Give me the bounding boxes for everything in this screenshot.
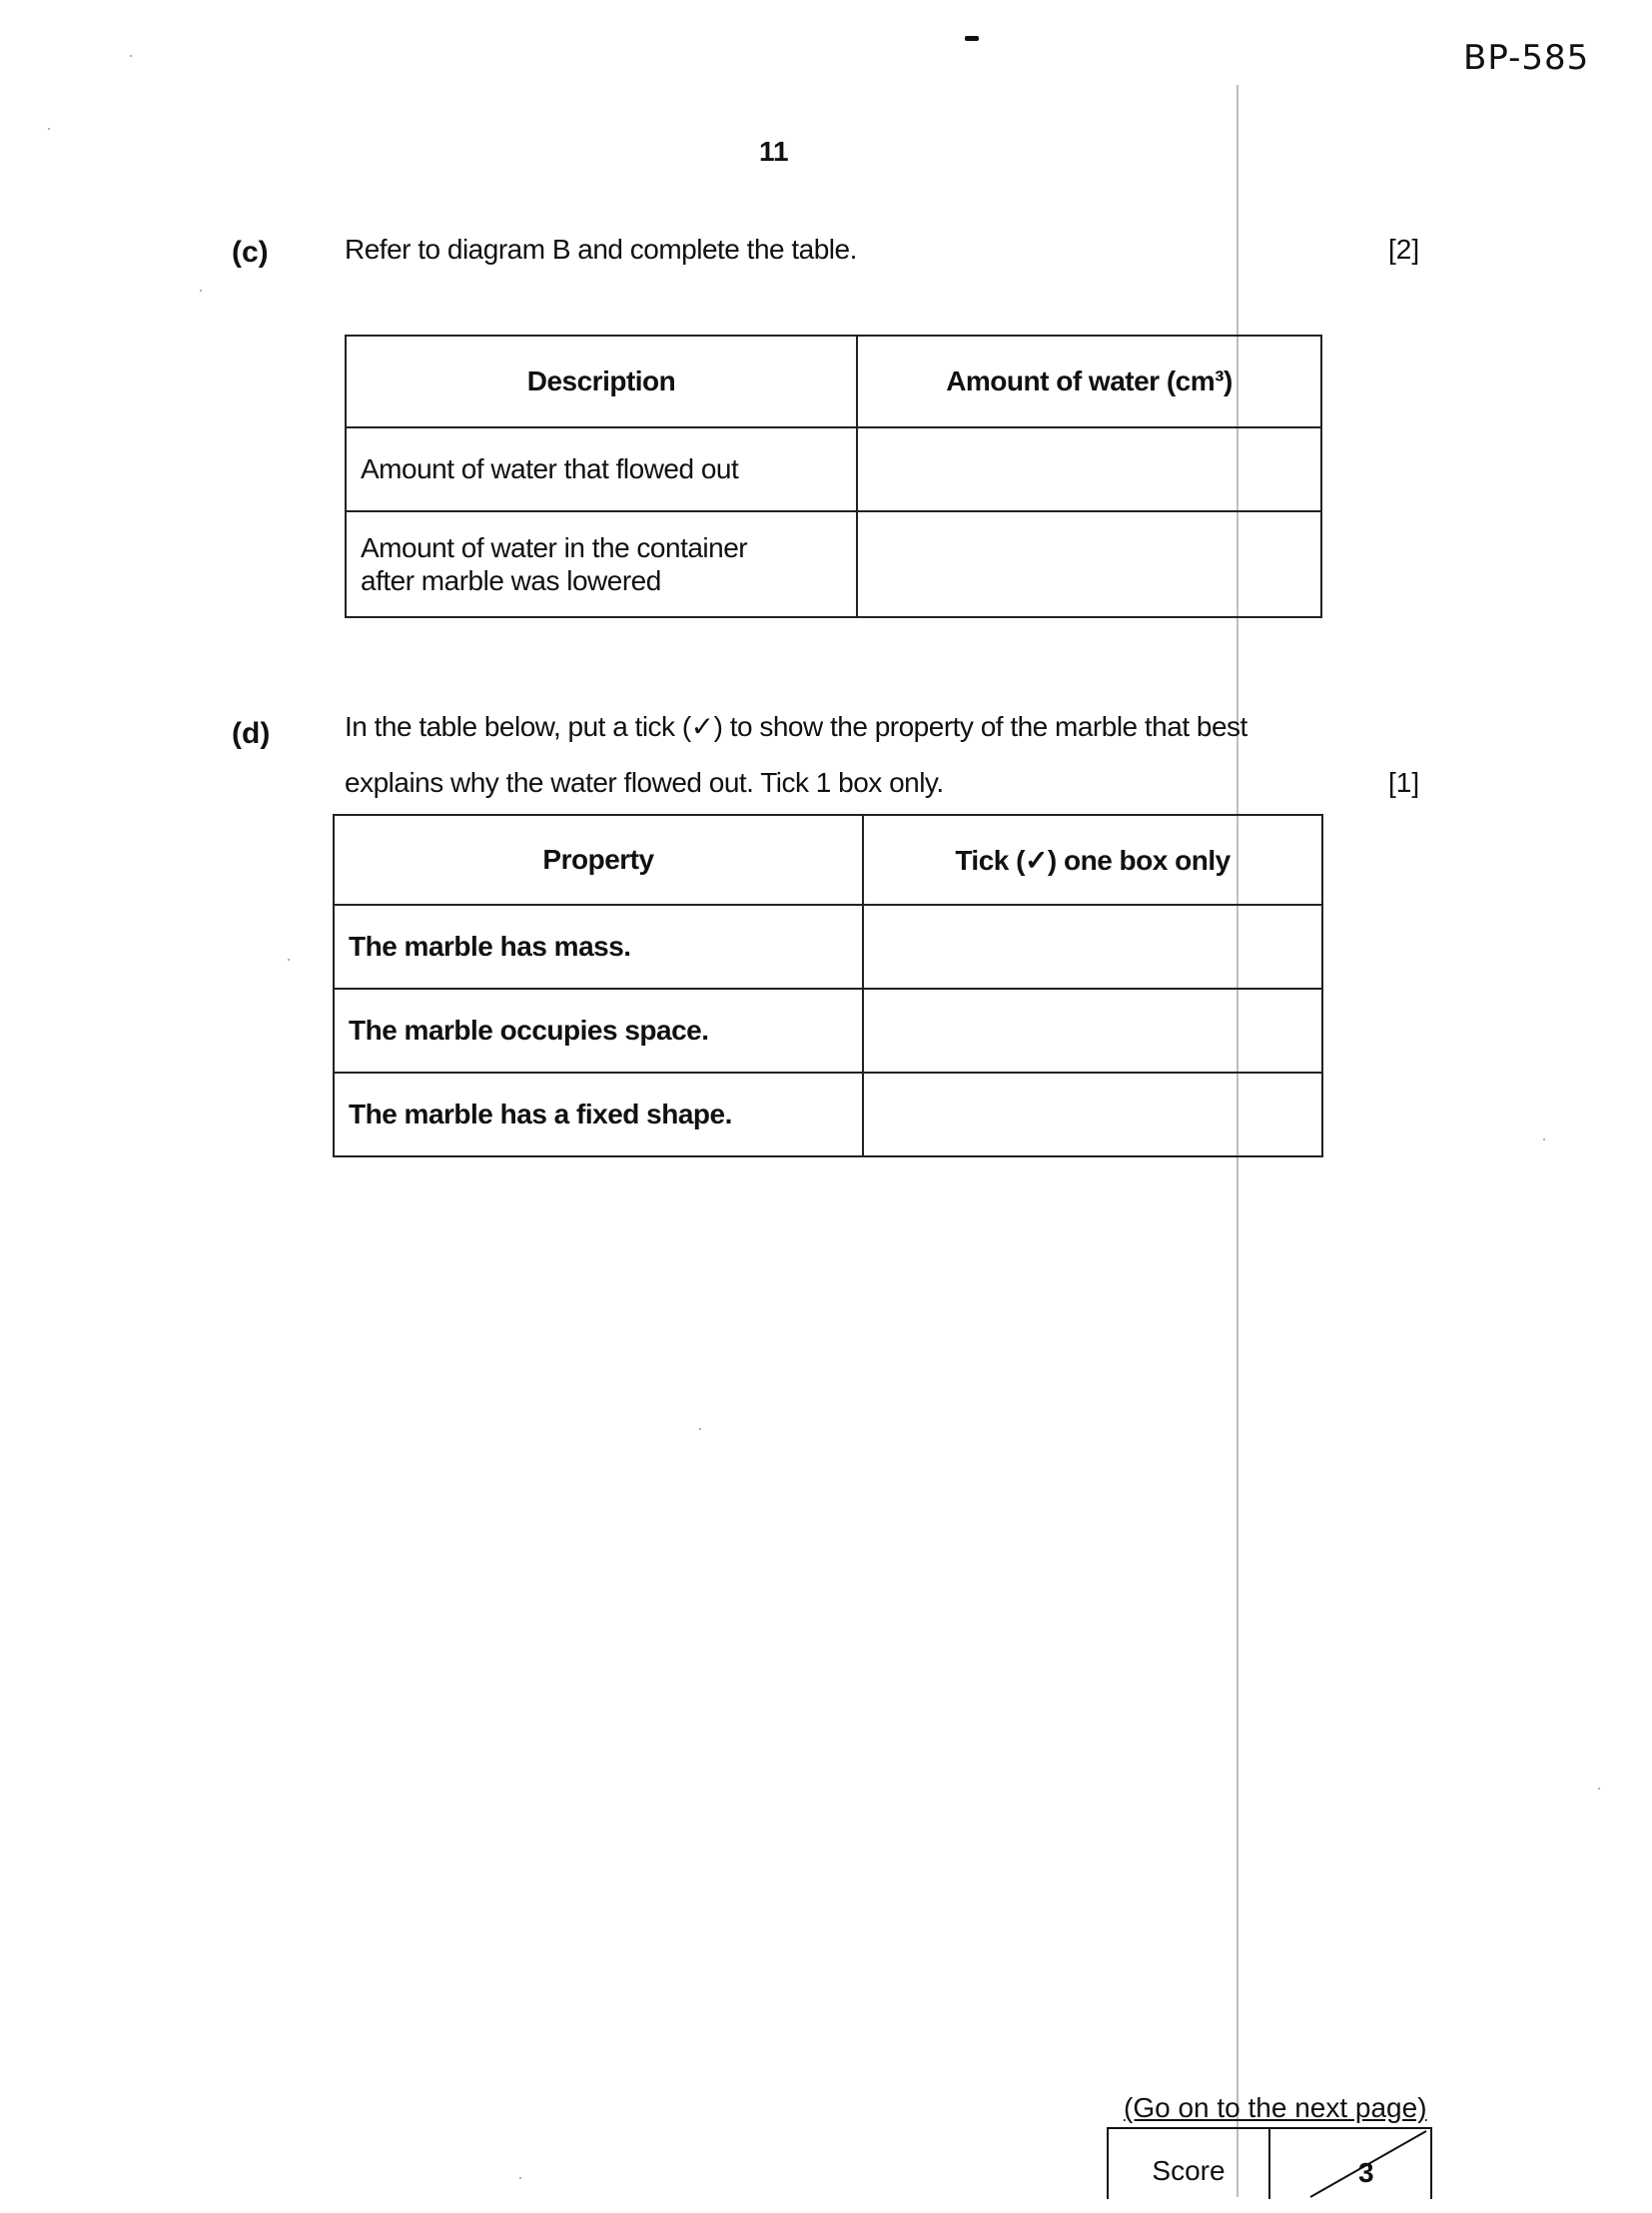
question-d-marks: [1] [1388,767,1420,798]
property-table [333,814,1323,1157]
property-text: The marble occupies space. [334,989,863,1073]
question-d-line-1: In the table below, put a tick (✓) to show the property of the marble that best [345,711,1247,742]
question-d-label: (d) [232,717,271,750]
score-label: Score [1109,2129,1270,2199]
scan-speck [48,128,50,130]
header-description: Description [346,336,857,427]
score-max: 3 [1358,2157,1374,2188]
question-d-line-2: explains why the water flowed out. Tick 1 box only. [345,767,944,798]
tick-box-mass[interactable] [863,905,1322,989]
question-c-marks: [2] [1388,234,1420,265]
page-number: 11 [759,136,789,167]
table-row [334,1073,1322,1156]
table-row [346,427,1321,511]
scan-speck [130,55,132,57]
table-header-row [346,336,1321,427]
tick-box-occupies-space[interactable] [863,989,1322,1073]
header-amount-of-water: Amount of water (cm³) [857,336,1321,427]
scan-speck [699,1428,701,1430]
table-row [334,905,1322,989]
row-description: Amount of water that flowed out [346,427,857,511]
property-text: The marble has a fixed shape. [334,1073,863,1156]
scan-speck [1598,1788,1600,1790]
scan-speck [200,290,202,292]
score-divider-slash [1270,2129,1428,2199]
score-box [1107,2127,1432,2199]
description-table [345,335,1322,618]
table-row [334,989,1322,1073]
question-c-text: Refer to diagram B and complete the table. [345,234,857,265]
scan-mark [965,36,979,41]
scan-speck [1543,1138,1545,1140]
header-property: Property [334,815,863,905]
table-header-row [334,815,1322,905]
go-on-next-page: (Go on to the next page) [1124,2092,1427,2123]
answer-cell-water-flowed-out[interactable] [857,427,1321,511]
property-text: The marble has mass. [334,905,863,989]
scan-speck [288,959,290,961]
paper-code: BP-585 [1463,38,1590,78]
answer-cell-water-in-container[interactable] [857,511,1321,617]
row-description: Amount of water in the container after marble was lowered [346,511,857,617]
scan-speck [519,2177,521,2179]
tick-box-fixed-shape[interactable] [863,1073,1322,1156]
header-tick-one-box: Tick (✓) one box only [863,815,1322,905]
table-row [346,511,1321,617]
question-c-label: (c) [232,236,269,269]
